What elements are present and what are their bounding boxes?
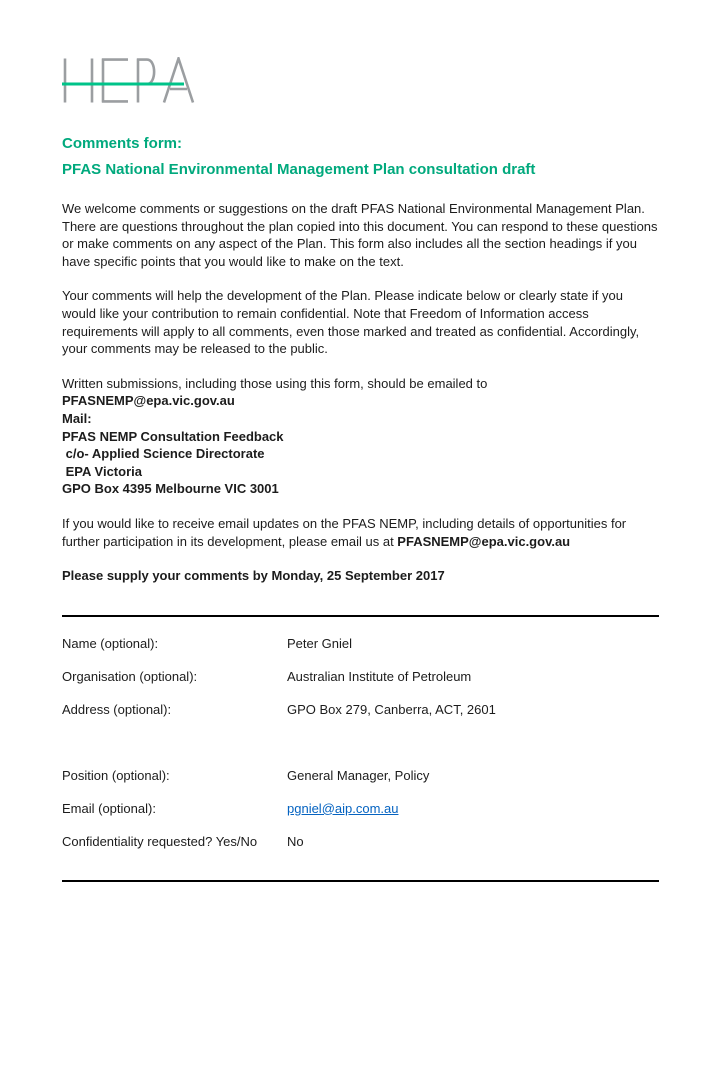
address-value[interactable]: GPO Box 279, Canberra, ACT, 2601 xyxy=(287,701,496,717)
form-row-confidentiality xyxy=(62,834,659,867)
mail-line-feedback: PFAS NEMP Consultation Feedback xyxy=(62,428,284,444)
document-title xyxy=(62,131,659,183)
confidentiality-paragraph: Your comments will help the development of the Plan. Please indicate below or clearly state if you would like your contribution to remain confidential. Note that Freedom of Information access requirements will apply to all comments, even those marked and treated as confidential. Accordingly, your comments may be released to the public. xyxy=(62,288,640,357)
updates-email: PFASNEMP@epa.vic.gov.au xyxy=(397,533,571,549)
name-label: Name (optional): xyxy=(62,635,159,651)
name-value[interactable]: Peter Gniel xyxy=(287,635,353,651)
form-bottom-divider xyxy=(62,880,659,882)
form-row-address xyxy=(62,702,659,735)
deadline-text: Please supply your comments by Monday, 25 September 2017 xyxy=(62,568,445,584)
document-page xyxy=(0,57,720,1070)
contact-form xyxy=(62,636,659,867)
position-value[interactable]: General Manager, Policy xyxy=(287,767,430,783)
address-label: Address (optional): xyxy=(62,701,172,717)
mail-label: Mail: xyxy=(62,410,92,426)
confidentiality-value[interactable]: No xyxy=(287,833,304,849)
intro-paragraph: We welcome comments or suggestions on the draft PFAS National Environmental Management Plan. There are questions throughout the plan copied into this document. You can respond to these questions or make comments on any aspect of the Plan. This form also includes all the section headings if you have specific points that you would like to make on the text. xyxy=(62,201,658,269)
form-row-email xyxy=(62,801,659,834)
updates-paragraph xyxy=(62,515,659,550)
form-row-organisation xyxy=(62,669,659,702)
organisation-value[interactable]: Australian Institute of Petroleum xyxy=(287,668,472,684)
form-row-position xyxy=(62,768,659,801)
form-row-spacer xyxy=(62,735,659,768)
mail-line-directorate: c/o- Applied Science Directorate xyxy=(62,446,265,462)
email-link[interactable]: pgniel@aip.com.au xyxy=(287,800,399,816)
position-label: Position (optional): xyxy=(62,767,170,783)
form-row-name xyxy=(62,636,659,669)
submissions-block xyxy=(62,375,659,498)
submissions-text: Written submissions, including those using this form, should be emailed to xyxy=(62,375,488,391)
title-line-1: Comments form: xyxy=(62,135,183,152)
title-line-2: PFAS National Environmental Management Plan consultation draft xyxy=(62,161,536,178)
email-label: Email (optional): xyxy=(62,800,156,816)
mail-line-epa: EPA Victoria xyxy=(62,463,142,479)
confidentiality-label: Confidentiality requested? Yes/No xyxy=(62,833,258,849)
submissions-email: PFASNEMP@epa.vic.gov.au xyxy=(62,393,235,409)
hepa-logo xyxy=(62,57,199,104)
organisation-label: Organisation (optional): xyxy=(62,668,198,684)
form-top-divider xyxy=(62,615,659,617)
updates-text: If you would like to receive email updates on the PFAS NEMP, including details of opportunities for further participation in its development, please email us at xyxy=(62,515,627,549)
hepa-logo-icon xyxy=(62,57,199,104)
mail-line-gpo: GPO Box 4395 Melbourne VIC 3001 xyxy=(62,481,279,497)
